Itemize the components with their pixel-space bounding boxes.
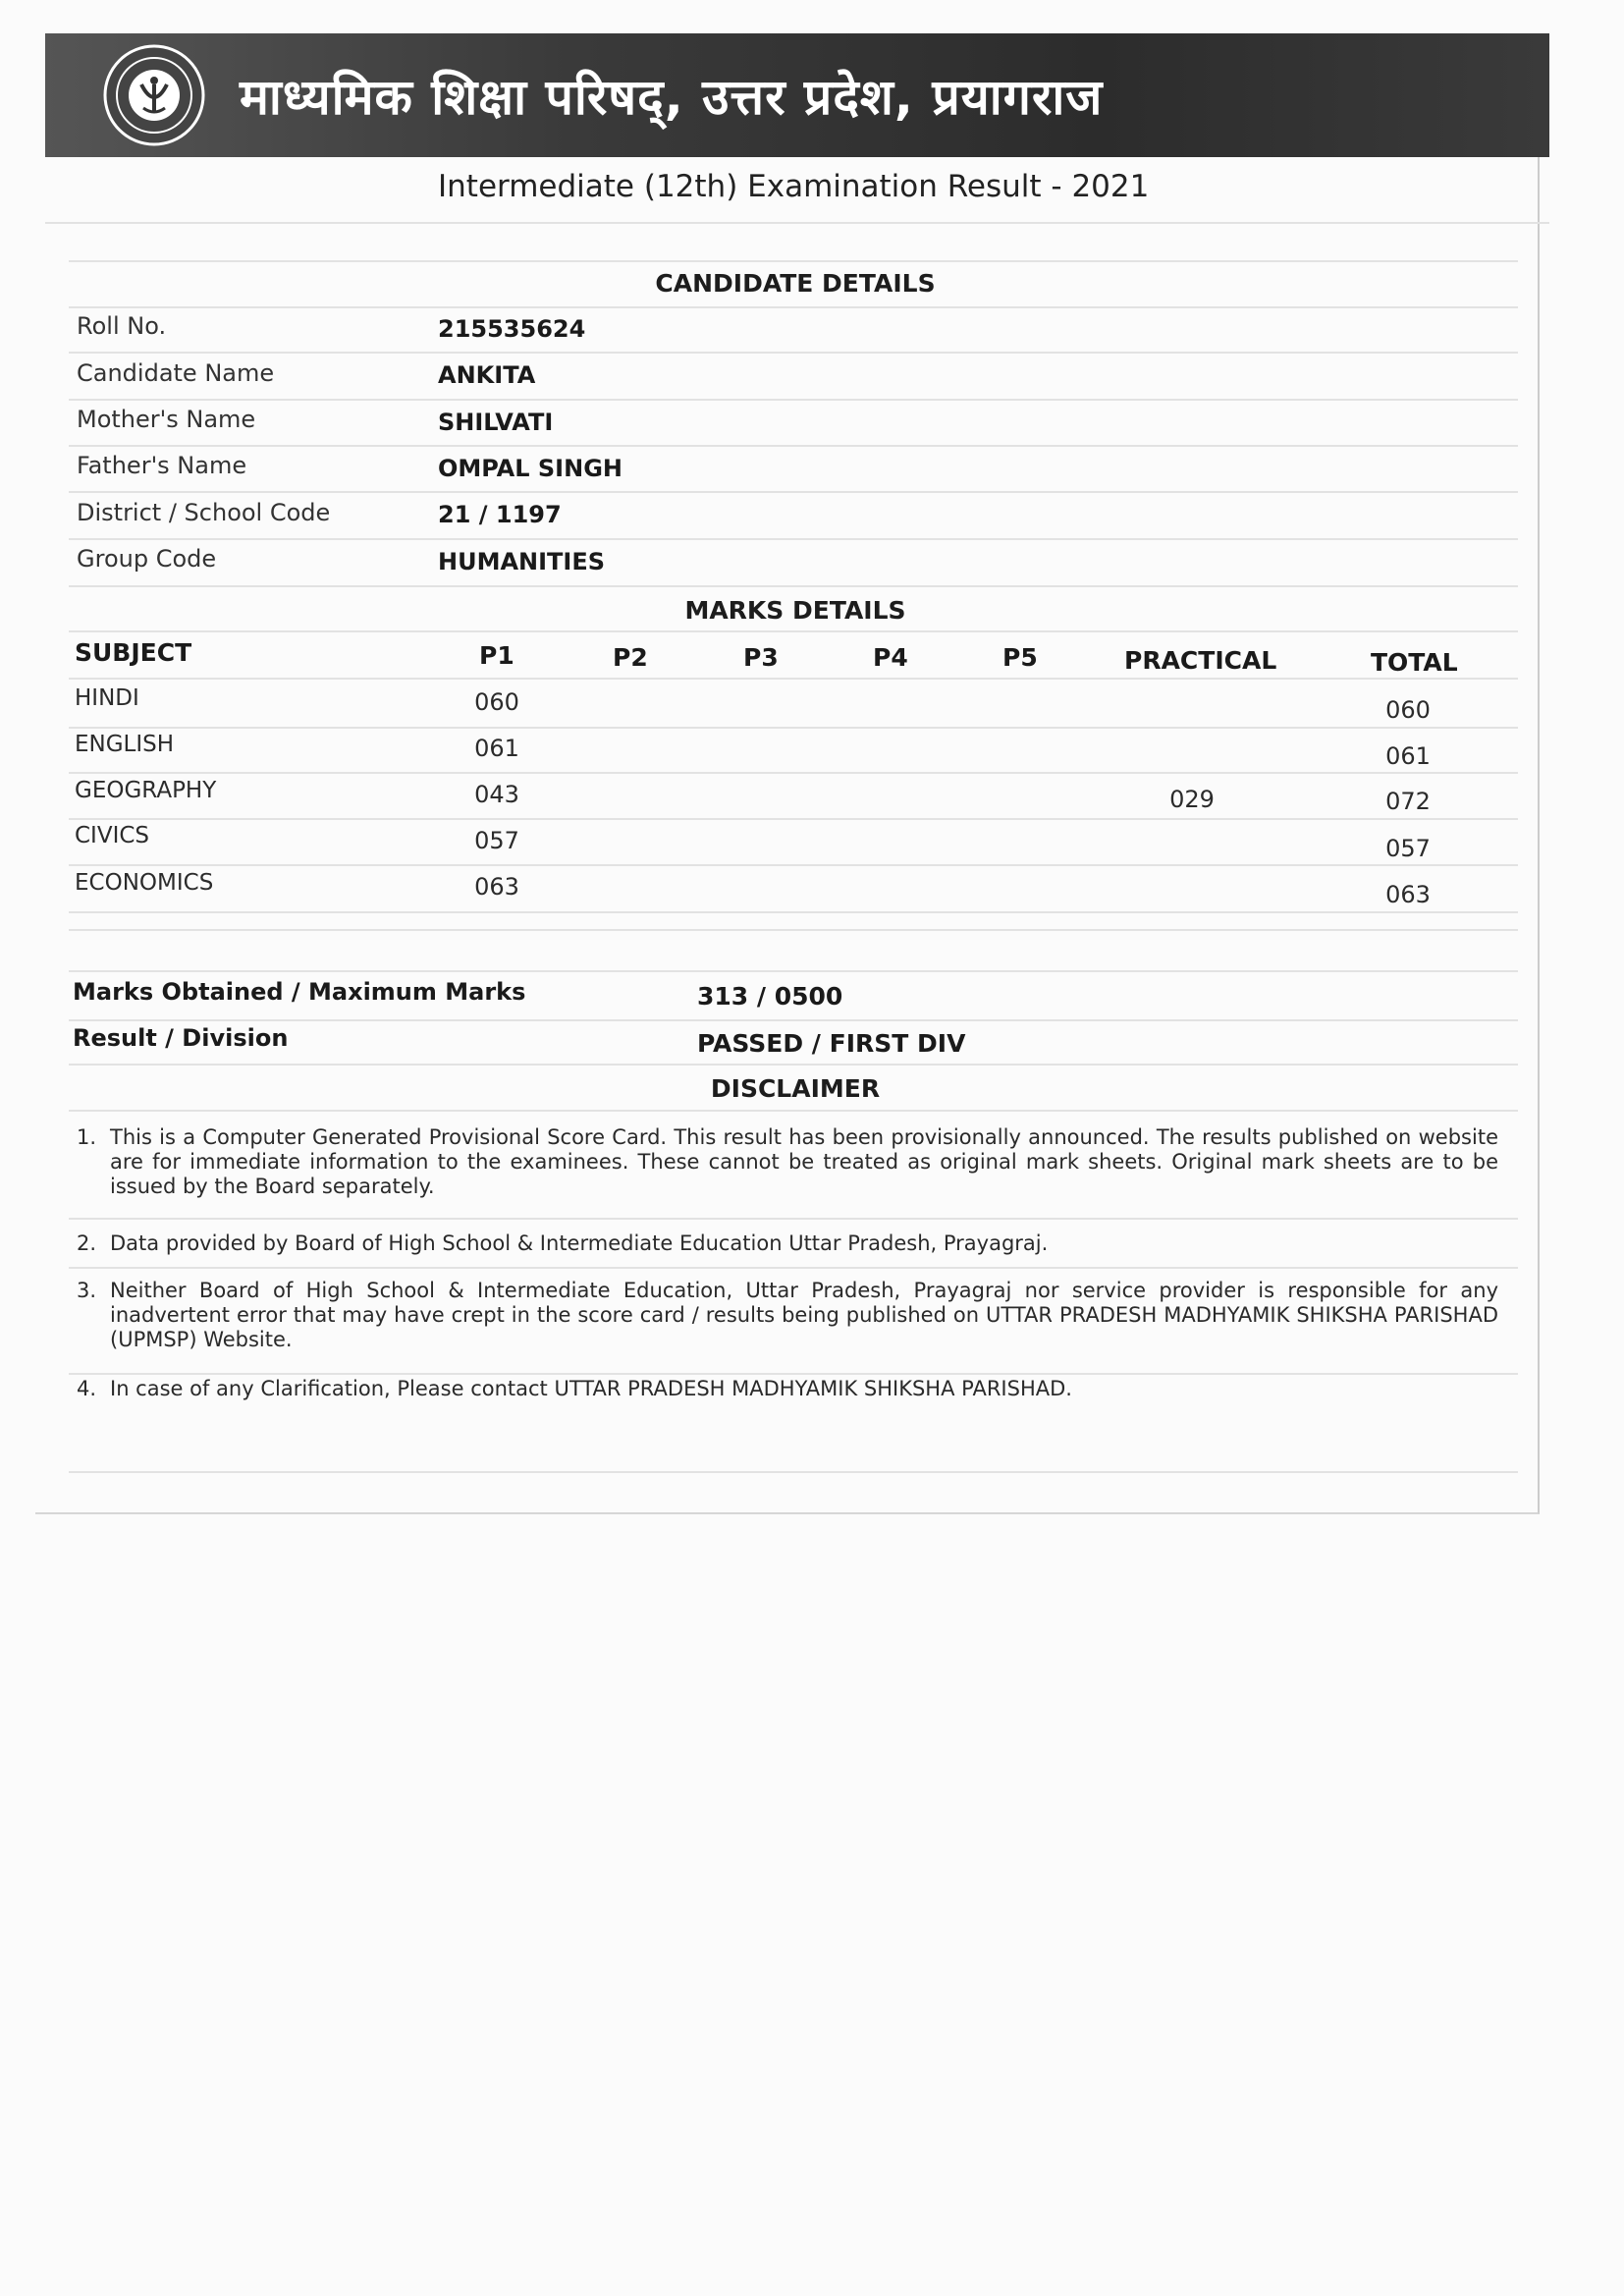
col-p1: P1 bbox=[479, 641, 514, 670]
total-mark: 072 bbox=[1385, 788, 1431, 815]
col-p4: P4 bbox=[873, 643, 908, 672]
divider bbox=[69, 818, 1518, 820]
p1-mark: 060 bbox=[474, 688, 519, 716]
p1-mark: 043 bbox=[474, 781, 519, 808]
father-name-label: Father's Name bbox=[77, 452, 247, 479]
disclaimer-text: This is a Computer Generated Provisional Score Card. This result has been provisionally announced. The results published on website are for immediate information to the examinees. These cannot be treated as original mark sheets. Original mark sheets are to be issued by the Board separately. bbox=[110, 1125, 1498, 1198]
divider bbox=[69, 445, 1518, 447]
divider bbox=[69, 970, 1518, 972]
col-p5: P5 bbox=[1002, 643, 1038, 672]
divider bbox=[69, 585, 1518, 587]
p1-mark: 057 bbox=[474, 827, 519, 854]
total-mark: 060 bbox=[1385, 696, 1431, 724]
divider bbox=[69, 260, 1518, 262]
group-code-value: HUMANITIES bbox=[438, 548, 606, 575]
total-mark: 057 bbox=[1385, 835, 1431, 862]
divider bbox=[69, 727, 1518, 729]
col-total: TOTAL bbox=[1371, 648, 1458, 677]
divider bbox=[69, 352, 1518, 354]
disclaimer-number: 1. bbox=[77, 1125, 97, 1149]
divider bbox=[69, 1110, 1518, 1112]
divider bbox=[69, 929, 1518, 931]
result-division-label: Result / Division bbox=[73, 1024, 289, 1052]
divider bbox=[69, 538, 1518, 540]
candidate-name-value: ANKITA bbox=[438, 361, 536, 389]
disclaimer-text: Neither Board of High School & Intermediate Education, Uttar Pradesh, Prayagraj nor service provider is responsible for any inadvertent error that may have crept in the score card / results being published on UTTAR PRADESH MADHYAMIK SHIKSHA PARISHAD (UPMSP) Website. bbox=[110, 1279, 1498, 1351]
disclaimer-item bbox=[77, 1377, 1498, 1401]
total-mark: 063 bbox=[1385, 881, 1431, 908]
up-govt-emblem-icon bbox=[100, 41, 208, 149]
district-school-code-value: 21 / 1197 bbox=[438, 501, 562, 528]
subject-name: ENGLISH bbox=[75, 732, 175, 757]
disclaimer-number: 3. bbox=[77, 1279, 97, 1302]
divider bbox=[69, 1019, 1518, 1021]
group-code-label: Group Code bbox=[77, 545, 217, 573]
divider bbox=[69, 1471, 1518, 1473]
col-p3: P3 bbox=[743, 643, 779, 672]
disclaimer-item bbox=[77, 1125, 1498, 1199]
p1-mark: 061 bbox=[474, 735, 519, 762]
divider bbox=[69, 1064, 1518, 1066]
subject-name: ECONOMICS bbox=[75, 870, 214, 896]
marks-details-heading: MARKS DETAILS bbox=[684, 596, 906, 625]
col-subject: SUBJECT bbox=[75, 638, 192, 667]
roll-no-value: 215535624 bbox=[438, 315, 586, 343]
col-practical: PRACTICAL bbox=[1124, 646, 1277, 675]
subject-name: HINDI bbox=[75, 685, 139, 711]
divider bbox=[69, 911, 1518, 913]
exam-title: Intermediate (12th) Examination Result - 2021 bbox=[438, 169, 1150, 204]
father-name-value: OMPAL SINGH bbox=[438, 455, 623, 482]
district-school-code-label: District / School Code bbox=[77, 499, 331, 526]
subject-name: CIVICS bbox=[75, 823, 150, 848]
roll-no-label: Roll No. bbox=[77, 312, 167, 340]
divider bbox=[69, 491, 1518, 493]
divider bbox=[69, 1373, 1518, 1375]
disclaimer-number: 4. bbox=[77, 1377, 97, 1400]
divider bbox=[69, 772, 1518, 774]
candidate-name-label: Candidate Name bbox=[77, 359, 275, 387]
total-mark: 061 bbox=[1385, 742, 1431, 770]
divider bbox=[45, 222, 1549, 224]
disclaimer-item bbox=[77, 1279, 1498, 1352]
disclaimer-item bbox=[77, 1231, 1498, 1256]
p1-mark: 063 bbox=[474, 873, 519, 901]
divider bbox=[69, 399, 1518, 401]
disclaimer-text: In case of any Clarification, Please contact UTTAR PRADESH MADHYAMIK SHIKSHA PARISHAD. bbox=[110, 1377, 1072, 1400]
board-name: माध्यमिक शिक्षा परिषद्, उत्तर प्रदेश, प्रयागराज bbox=[240, 69, 1104, 126]
divider bbox=[69, 864, 1518, 866]
disclaimer-number: 2. bbox=[77, 1231, 97, 1255]
col-p2: P2 bbox=[613, 643, 648, 672]
divider bbox=[69, 1267, 1518, 1269]
divider bbox=[69, 630, 1518, 632]
marks-obtained-value: 313 / 0500 bbox=[697, 982, 843, 1011]
header-banner bbox=[45, 33, 1549, 157]
practical-mark: 029 bbox=[1169, 786, 1215, 813]
mother-name-label: Mother's Name bbox=[77, 406, 256, 433]
divider bbox=[69, 1218, 1518, 1220]
candidate-details-heading: CANDIDATE DETAILS bbox=[655, 269, 936, 298]
marks-obtained-label: Marks Obtained / Maximum Marks bbox=[73, 978, 526, 1006]
disclaimer-text: Data provided by Board of High School & Intermediate Education Uttar Pradesh, Prayagraj. bbox=[110, 1231, 1049, 1255]
subject-name: GEOGRAPHY bbox=[75, 778, 217, 803]
divider bbox=[69, 306, 1518, 308]
disclaimer-heading: DISCLAIMER bbox=[710, 1074, 881, 1103]
mother-name-value: SHILVATI bbox=[438, 409, 554, 436]
divider bbox=[69, 678, 1518, 680]
result-division-value: PASSED / FIRST DIV bbox=[697, 1029, 966, 1058]
